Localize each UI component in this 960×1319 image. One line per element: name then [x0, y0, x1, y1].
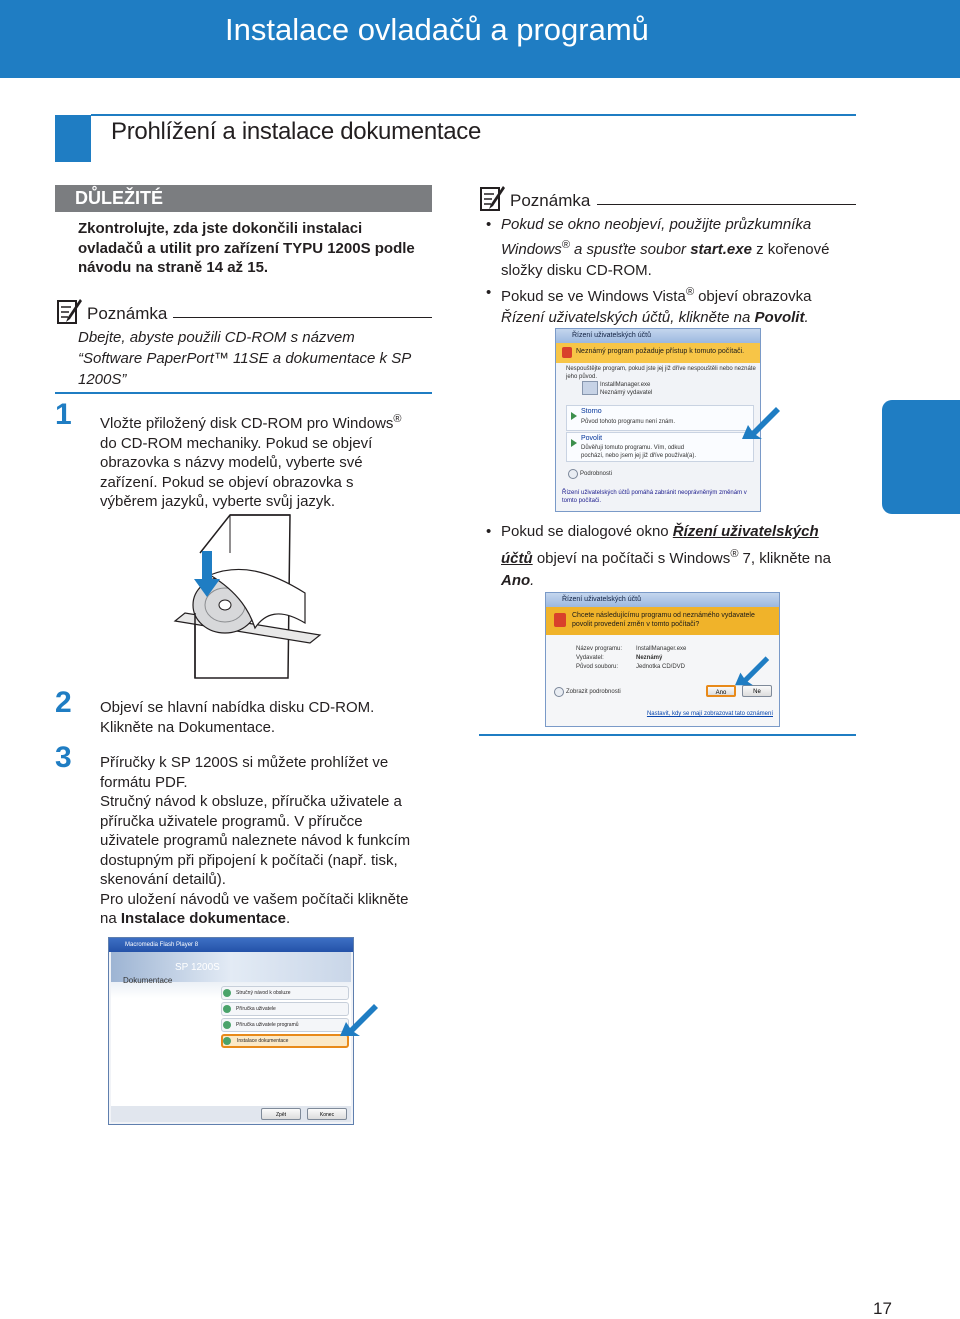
step-line: uživatele programů naleznete návod k funkcím — [100, 832, 411, 849]
note-line: z kořenové — [751, 241, 830, 258]
section-rule — [91, 114, 856, 116]
vista-file-name: InstallManager.exe — [600, 382, 651, 388]
note-line: objeví obrazovka — [693, 288, 812, 305]
step-2-text — [100, 698, 440, 737]
vista-warning-banner — [556, 343, 760, 363]
step-line: Klikněte na Dokumentace. — [100, 718, 276, 736]
cd-icon — [223, 1005, 231, 1013]
flash-menu-item-install[interactable] — [221, 1034, 349, 1048]
exit-button[interactable]: Konec — [307, 1108, 347, 1120]
win7-banner-text: Chcete následujícímu programu od neznámého vydavatele povolit provedení změn v tomto počítači? — [572, 612, 755, 628]
step-line: Příručky k SP 1200S si můžete prohlížet ve — [100, 754, 389, 771]
note-line: “Software PaperPort™ 11SE a dokumentace k SP — [78, 350, 412, 367]
note-left-label: Poznámka — [87, 304, 168, 323]
win7-label: Vydavatel: — [576, 655, 604, 661]
registered-mark: ® — [561, 239, 570, 251]
cd-icon — [223, 989, 231, 997]
pointer-arrow-icon — [340, 1000, 380, 1036]
separator-line — [55, 392, 432, 394]
note-line: 1200S” — [78, 371, 127, 388]
registered-mark: ® — [393, 413, 402, 425]
bullet-line: . — [530, 572, 535, 589]
separator-line — [479, 734, 856, 736]
note-line: . — [804, 309, 809, 326]
warning-shield-icon — [554, 613, 566, 627]
step-line-suffix: . — [285, 910, 291, 927]
note-right-rule — [597, 204, 856, 205]
vista-cancel-desc: Původ tohoto programu není znám. — [581, 419, 676, 425]
vista-footer-text: Řízení uživatelských účtů pomáhá zabránit neoprávněným změnám v tomto počítači. — [562, 490, 747, 504]
no-button[interactable]: Ne — [742, 685, 772, 697]
vista-dialog-title: Řízení uživatelských účtů — [556, 329, 760, 343]
chapter-side-tab — [882, 400, 960, 514]
step-line: Vložte přiložený disk CD-ROM pro Windows — [100, 415, 394, 432]
warning-shield-icon — [562, 347, 572, 358]
important-line: ovladačů a utilit pro zařízení TYPU 1200S podle — [78, 239, 415, 257]
file-name: start.exe — [690, 241, 752, 258]
header-band — [0, 0, 960, 78]
yes-term: Ano — [501, 572, 531, 589]
step-1-text — [100, 410, 440, 512]
bullet-dot: • — [486, 523, 492, 540]
step-number: 2 — [55, 686, 72, 719]
important-line: Zkontrolujte, zda jste dokončili instalaci — [78, 220, 363, 237]
step-line: výběrem jazyků, vyberte svůj jazyk. — [100, 493, 336, 510]
uac-term: účtů — [501, 550, 533, 567]
flash-menu-item-label: Instalace dokumentace — [237, 1038, 289, 1044]
chevron-down-icon[interactable] — [554, 687, 564, 697]
page-number: 17 — [873, 1299, 892, 1318]
arrow-right-icon — [571, 412, 577, 420]
win7-label: Původ souboru: — [576, 664, 619, 670]
note-line: složky disku CD-ROM. — [501, 262, 652, 279]
flash-content — [111, 952, 351, 1106]
pointer-arrow-icon — [735, 652, 771, 686]
flash-player-window — [108, 937, 354, 1125]
section-title: Prohlížení a instalace dokumentace — [111, 118, 482, 145]
yes-button[interactable]: Ano — [706, 685, 736, 697]
flash-menu-item[interactable] — [221, 1002, 349, 1016]
win7-dialog-title: Řízení uživatelských účtů — [546, 593, 779, 607]
bullet-dot: • — [486, 284, 492, 301]
step-line-prefix: na — [100, 910, 121, 927]
uac-term: Řízení uživatelských — [672, 523, 819, 540]
flash-menu-item[interactable] — [221, 986, 349, 1000]
win7-value: Neznámý — [636, 655, 663, 661]
flash-product-name: SP 1200S — [175, 962, 220, 973]
important-text — [78, 219, 438, 278]
cd-icon — [223, 1021, 231, 1029]
important-label: DŮLEŽITÉ — [75, 188, 163, 208]
note-bullet-2 — [486, 282, 861, 328]
important-line: návodu na straně 14 až 15. — [78, 259, 269, 276]
win7-warning-banner — [546, 607, 779, 635]
note-left-text — [78, 327, 438, 390]
win7-bullet — [486, 521, 861, 592]
note-bullet-1 — [486, 214, 861, 281]
note-right-label: Poznámka — [510, 191, 591, 210]
step-line: do CD-ROM mechaniky. Pokud se objeví — [100, 434, 373, 452]
bullet-line: Pokud se dialogové okno — [501, 523, 673, 540]
step-line: obrazovka s názvy modelů, vyberte své — [100, 454, 363, 471]
win7-label: Název programu: — [576, 646, 623, 652]
bullet-line: 7, klikněte na — [738, 550, 831, 567]
flash-menu-item-label: Stručný návod k obsluze — [236, 990, 291, 996]
bullet-dot: • — [486, 216, 492, 233]
notification-settings-link[interactable]: Nastavit, kdy se mají zobrazovat tato oznámení — [646, 711, 773, 717]
section-marker — [55, 115, 91, 162]
step-line: zařízení. Pokud se objeví obrazovka s — [100, 473, 354, 491]
vista-cancel-title: Storno — [581, 408, 602, 415]
arrow-right-icon — [571, 439, 577, 447]
note-line: Dbejte, abyste použili CD-ROM s názvem — [78, 329, 355, 346]
important-header — [55, 185, 432, 212]
pointer-arrow-icon — [742, 403, 782, 439]
cd-icon — [223, 1037, 231, 1045]
cd-insert-illustration — [170, 513, 360, 683]
note-pencil-icon — [56, 297, 82, 325]
step-line: dostupným při připojení k počítači (např. tisk, — [100, 851, 398, 869]
step-line: skenování detailů). — [100, 871, 226, 888]
flash-menu-item[interactable] — [221, 1018, 349, 1032]
flash-menu-item-label: Příručka uživatele — [236, 1006, 276, 1012]
flash-window-title: Macromedia Flash Player 8 — [109, 938, 353, 952]
allow-term: Povolit — [754, 309, 805, 326]
note-pencil-icon — [479, 184, 505, 212]
vista-cancel-option[interactable] — [566, 405, 754, 431]
page-header-title: Instalace ovladačů a programů — [225, 12, 649, 47]
win7-value: Jednotka CD/DVD — [636, 664, 686, 670]
vista-details-toggle[interactable]: Podrobnosti — [580, 471, 613, 477]
note-left-rule — [173, 317, 432, 318]
vista-uac-dialog — [555, 328, 761, 512]
note-line: Pokud se ve Windows Vista — [501, 288, 686, 305]
install-docs-term: Instalace dokumentace — [120, 910, 286, 927]
vista-allow-title: Povolit — [581, 435, 603, 442]
step-line: formátu PDF. — [100, 773, 188, 791]
vista-allow-desc: Důvěřuji tomuto programu. Vím, odkud pochází, nebo jsem jej již dříve používal(a). — [581, 445, 697, 459]
step-line: Pro uložení návodů ve vašem počítači klikněte — [100, 890, 409, 908]
step-number: 3 — [55, 741, 72, 774]
back-button[interactable]: Zpět — [261, 1108, 301, 1120]
bullet-line: objeví na počítači s Windows — [532, 550, 731, 567]
step-3-text — [100, 753, 445, 929]
vista-banner-text: Neznámý program požaduje přístup k tomuto počítači. — [576, 348, 745, 355]
flash-menu-item-label: Příručka uživatele programů — [236, 1022, 299, 1028]
note-line: Řízení uživatelských účtů, klikněte na — [501, 309, 755, 326]
note-line: Windows — [501, 241, 562, 258]
step-line: příručka uživatele programů. V příručce — [100, 812, 363, 830]
step-line: Objeví se hlavní nabídka disku CD-ROM. — [100, 699, 375, 716]
vista-publisher: Neznámý vydavatel — [600, 390, 653, 396]
program-icon — [582, 381, 598, 395]
vista-allow-option[interactable] — [566, 432, 754, 462]
step-number: 1 — [55, 398, 72, 431]
note-line: a spusťte soubor — [569, 241, 691, 258]
win7-details-toggle[interactable]: Zobrazit podrobnosti — [566, 689, 621, 695]
note-line: Pokud se okno neobjeví, použijte průzkumníka — [501, 216, 812, 233]
win7-value: InstallManager.exe — [636, 646, 687, 652]
registered-mark: ® — [685, 286, 694, 298]
flash-section-title: Dokumentace — [123, 976, 173, 985]
vista-info-text: Nespouštějte program, pokud jste jej již dříve nespouštěli nebo neznáte jeho původ. — [566, 366, 756, 380]
chevron-down-icon[interactable] — [568, 469, 578, 479]
step-line: Stručný návod k obsluze, příručka uživatele a — [100, 793, 402, 810]
registered-mark: ® — [730, 548, 739, 560]
